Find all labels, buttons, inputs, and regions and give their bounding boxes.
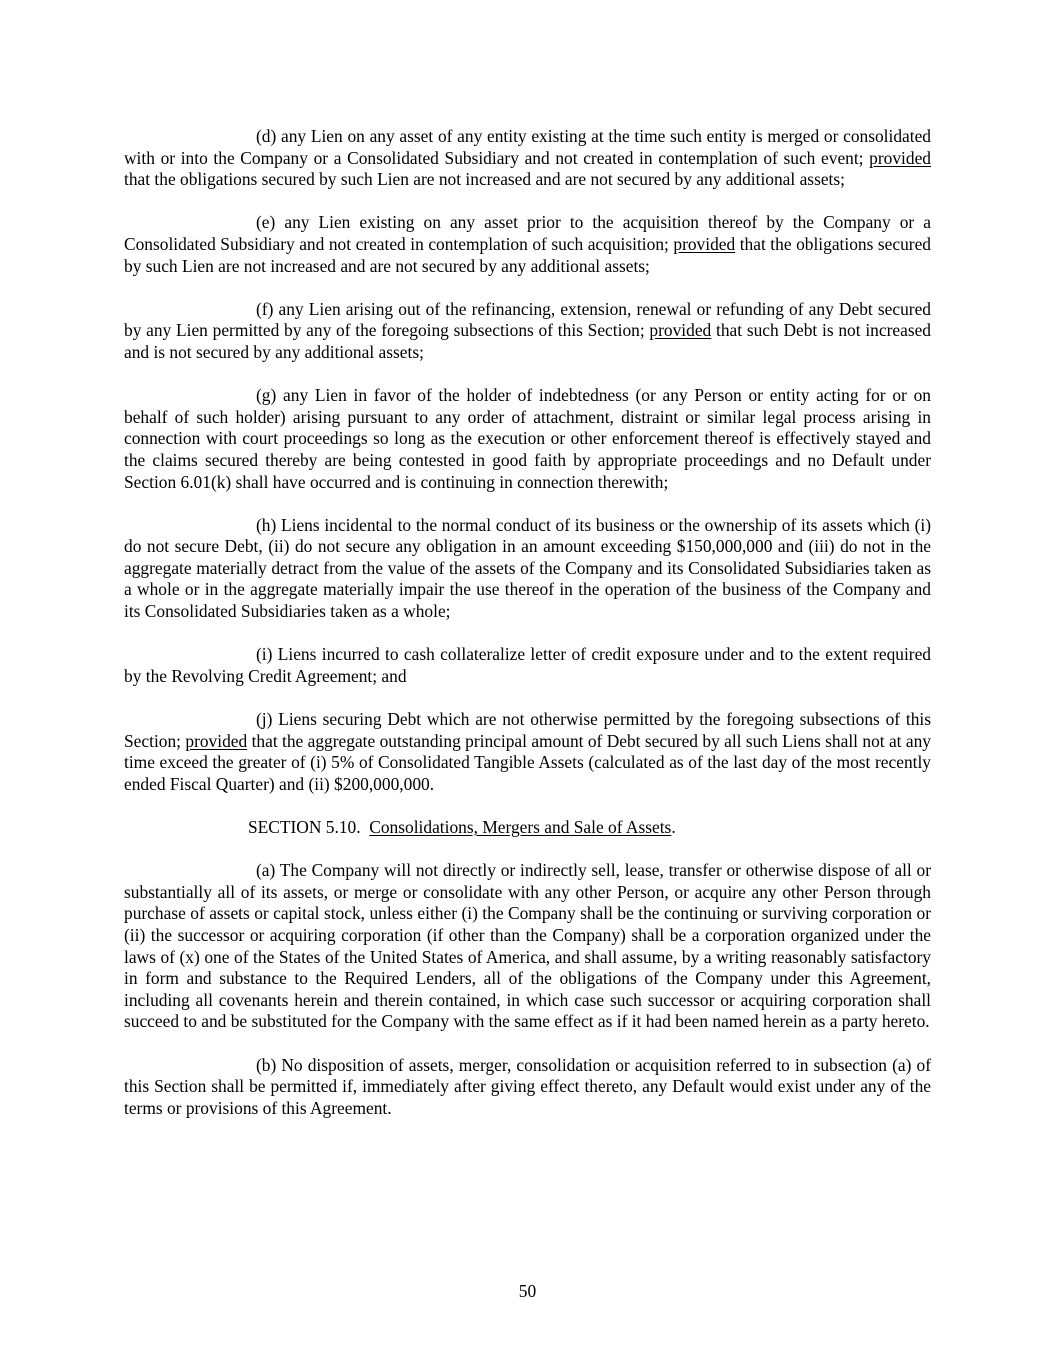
section-title: Consolidations, Mergers and Sale of Assets (369, 817, 672, 837)
provided-term: provided (185, 730, 248, 751)
paragraph-j: (j) Liens securing Debt which are not otherwise permitted by the foregoing subsections of this Section; provided that the aggregate outstanding principal amount of Debt secured by all such Liens shall not at any time exceed the greater of (i) 5% of Consolidated Tangible Assets (calculated as of the last day of the most recently ended Fiscal Quarter) and (ii) $200,000,000. (124, 709, 932, 794)
page-number: 50 (518, 1281, 537, 1301)
paragraph-f: (f) any Lien arising out of the refinancing, extension, renewal or refunding of any Debt secured by any Lien permitted by any of the foregoing subsections of this Section; provided that such Debt is not increased and is not secured by any additional assets; (124, 298, 931, 362)
paragraph-g: (g) any Lien in favor of the holder of indebtedness (or any Person or entity acting for or on behalf of such holder) arising pursuant to any order of attachment, distraint or similar legal process arising in connection with court proceedings so long as the execution or other enforcement thereof is effectively stayed and the claims secured thereby are being contested in good faith by appropriate proceedings and no Default under Section 6.01(k) shall have occurred and is continuing in connection therewith; (124, 385, 931, 492)
section-heading: SECTION 5.10. Consolidations, Mergers and Sale of Assets. (248, 817, 676, 837)
provided-term: provided (869, 147, 931, 168)
paragraph-i: (i) Liens incurred to cash collateralize letter of credit exposure under and to the extent required by the Revolving Credit Agreement; and (124, 644, 931, 686)
provided-term: provided (673, 233, 736, 254)
section-paragraph-a: (a) The Company will not directly or indirectly sell, lease, transfer or otherwise dispose of all or substantially all of its assets, or merge or consolidate with any other Person, or acquire any other Person through purchase of assets or capital stock, unless either (i) the Company shall be the continuing or surviving corporation or (ii) the successor or acquiring corporation (if other than the Company) shall be a corporation organized under the laws of (x) one of the States of the United States of America, and shall assume, by a writing reasonably satisfactory in form and substance to the Required Lenders, all of the obligations of the Company under this Agreement, including all covenants herein and therein contained, in which case such successor or acquiring corporation shall succeed to and be substituted for the Company with the same effect as if it had been named herein as a party hereto. (124, 860, 931, 1032)
provided-term: provided (649, 320, 712, 341)
paragraph-d: (d) any Lien on any asset of any entity existing at the time such entity is merged or consolidated with or into the Company or a Consolidated Subsidiary and not created in contemplation of such event; provided that the obligations secured by such Lien are not increased and are not secured by any additional assets; (124, 126, 931, 190)
paragraph-h: (h) Liens incidental to the normal conduct of its business or the ownership of its assets which (i) do not secure Debt, (ii) do not secure any obligation in an amount exceeding $150,000,000 and (iii) do not in the aggregate materially detract from the value of the assets of the Company and its Consolidated Subsidiaries taken as a whole or in the aggregate materially impair the use thereof in the operation of the business of the Company and its Consolidated Subsidiaries taken as a whole; (124, 514, 931, 622)
paragraph-e: (e) any Lien existing on any asset prior to the acquisition thereof by the Company or a Consolidated Subsidiary and not created in contemplation of such acquisition; provided that the obligations secured by such Lien are not increased and are not secured by any additional assets; (124, 212, 931, 276)
section-paragraph-b: (b) No disposition of assets, merger, consolidation or acquisition referred to in subsection (a) of this Section shall be permitted if, immediately after giving effect thereto, any Default would exist under any of the terms or provisions of this Agreement. (124, 1054, 931, 1118)
document-page (124, 126, 931, 1141)
section-number: SECTION 5.10. (248, 817, 361, 837)
